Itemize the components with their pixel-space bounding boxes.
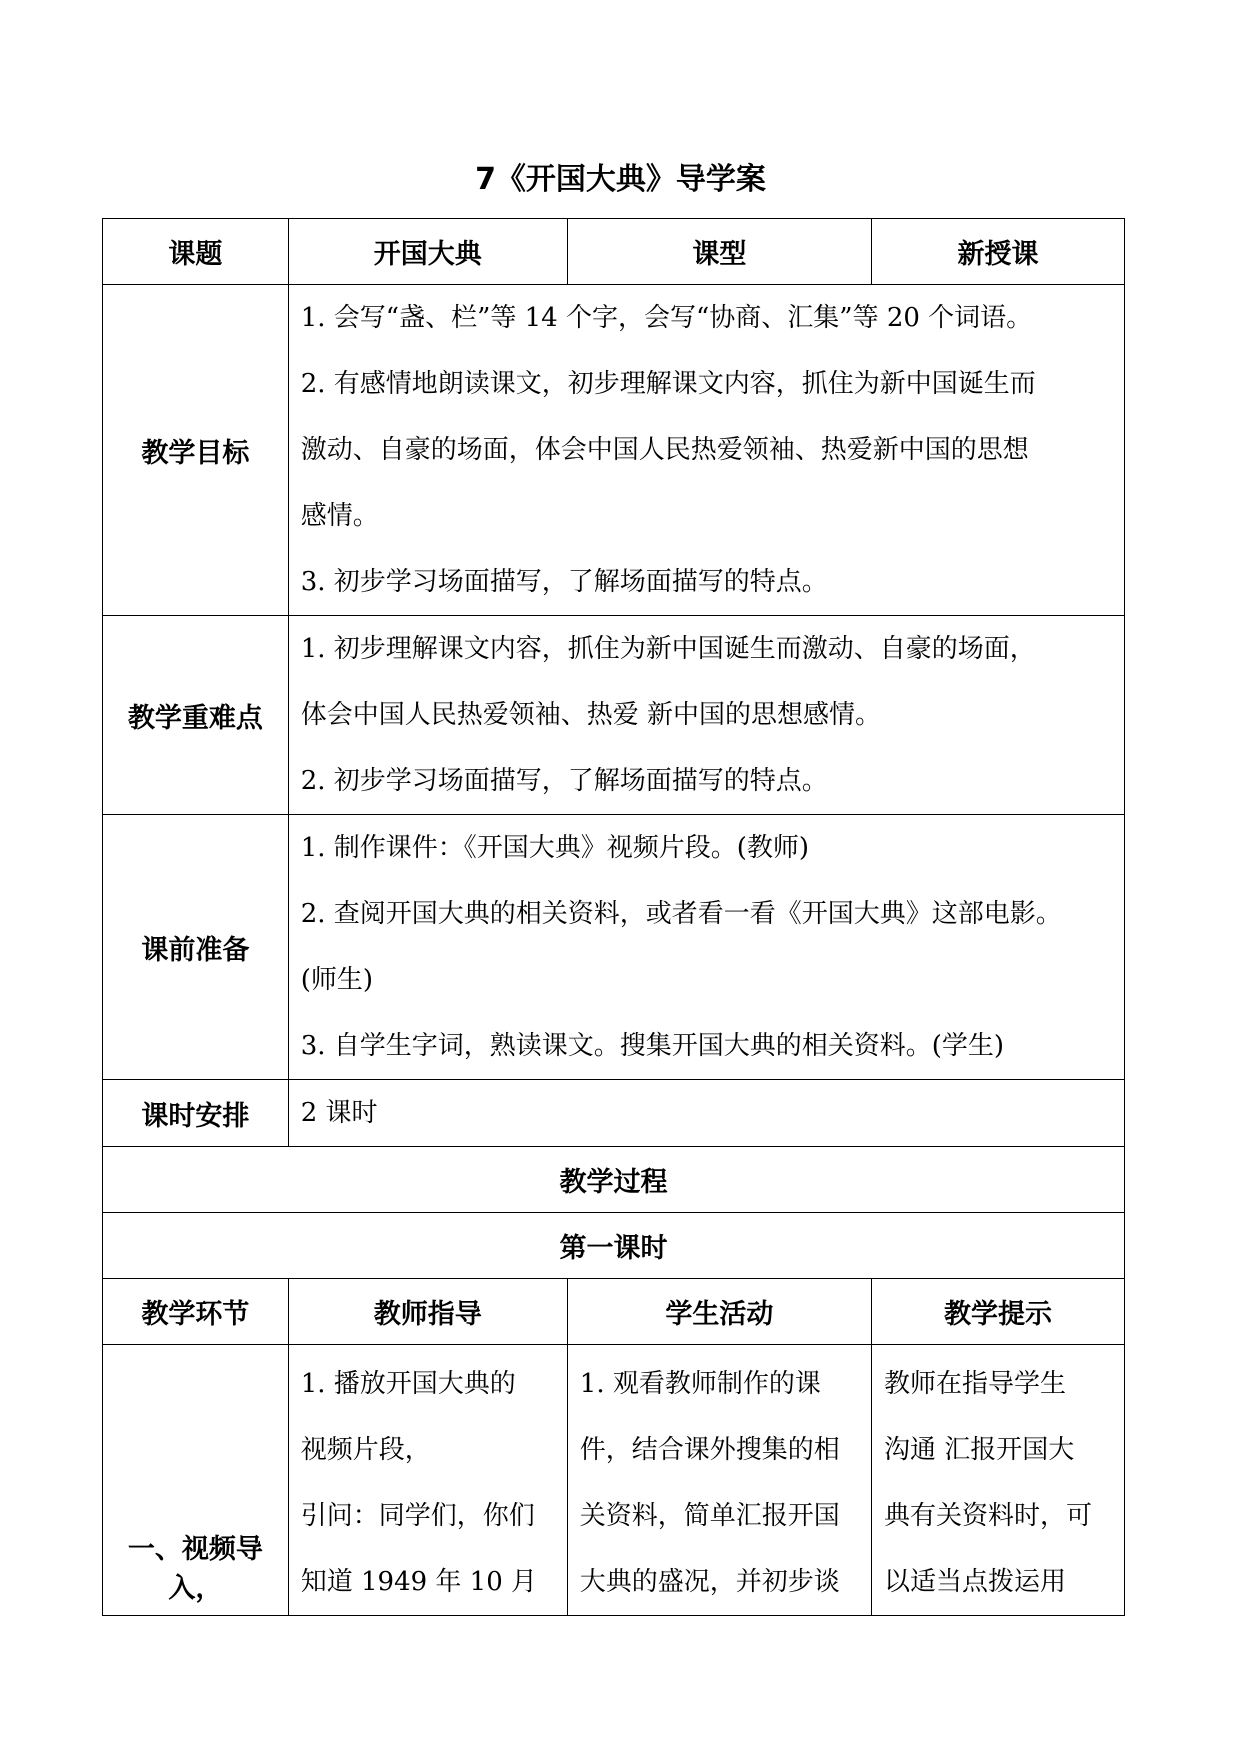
objectives-content — [288, 285, 1124, 616]
objective-line: 1. 会写“盏、栏”等 14 个字，会写“协商、汇集”等 20 个词语。 — [300, 303, 1033, 333]
key-points-row — [103, 616, 1125, 815]
student-cell — [567, 1345, 871, 1616]
process-columns-row — [103, 1279, 1125, 1345]
tips-line: 沟通 汇报开国大 — [883, 1435, 1075, 1465]
objective-line: 3. 初步学习场面描写，了解场面描写的特点。 — [300, 567, 828, 597]
preparation-line: (师生) — [300, 965, 374, 995]
objective-line: 激动、自豪的场面，体会中国人民热爱领袖、热爱新中国的思想 — [300, 435, 1029, 465]
column-header-tips: 教学提示 — [871, 1279, 1124, 1345]
key-point-line: 2. 初步学习场面描写，了解场面描写的特点。 — [300, 766, 828, 796]
objectives-label: 教学目标 — [103, 285, 289, 616]
key-points-content — [288, 616, 1124, 815]
schedule-row — [103, 1080, 1125, 1147]
topic-label: 课题 — [103, 219, 289, 285]
column-header-student: 学生活动 — [567, 1279, 871, 1345]
session-heading: 第一课时 — [103, 1213, 1125, 1279]
key-point-line: 1. 初步理解课文内容，抓住为新中国诞生而激动、自豪的场面， — [300, 634, 1036, 664]
tips-line: 以适当点拨运用 — [883, 1567, 1066, 1597]
objective-line: 感情。 — [300, 501, 379, 531]
key-point-line: 体会中国人民热爱领袖、热爱 新中国的思想感情。 — [300, 700, 881, 730]
preparation-line: 1. 制作课件：《开国大典》视频片段。(教师) — [300, 833, 810, 863]
preparation-line: 3. 自学生字词，熟读课文。搜集开国大典的相关资料。(学生) — [300, 1031, 1005, 1061]
document-title: 7《开国大典》导学案 — [475, 162, 766, 197]
tips-line: 典有关资料时，可 — [883, 1501, 1092, 1531]
teacher-line: 视频片段， — [300, 1435, 431, 1465]
student-line: 1. 观看教师制作的课 — [579, 1369, 821, 1399]
student-line: 件，结合课外搜集的相 — [579, 1435, 840, 1465]
tips-cell — [871, 1345, 1124, 1616]
preparation-content — [288, 815, 1124, 1080]
column-header-teacher: 教师指导 — [288, 1279, 567, 1345]
student-line: 大典的盛况，并初步谈 — [579, 1567, 840, 1597]
lesson-plan-table — [102, 218, 1125, 1616]
process-row — [103, 1345, 1125, 1616]
column-header-stage: 教学环节 — [103, 1279, 289, 1345]
preparation-row — [103, 815, 1125, 1080]
teacher-line: 引问：同学们，你们 — [300, 1501, 535, 1531]
schedule-value: 2 课时 — [288, 1080, 1124, 1147]
teacher-line: 1. 播放开国大典的 — [300, 1369, 516, 1399]
objective-line: 2. 有感情地朗读课文，初步理解课文内容，抓住为新中国诞生而 — [300, 369, 1036, 399]
preparation-line: 2. 查阅开国大典的相关资料，或者看一看《开国大典》这部电影。 — [300, 899, 1062, 929]
preparation-label: 课前准备 — [103, 815, 289, 1080]
header-row — [103, 219, 1125, 285]
schedule-label: 课时安排 — [103, 1080, 289, 1147]
key-points-label: 教学重难点 — [103, 616, 289, 815]
tips-line: 教师在指导学生 — [883, 1369, 1066, 1399]
teacher-cell — [288, 1345, 567, 1616]
process-heading-row — [103, 1147, 1125, 1213]
type-value: 新授课 — [871, 219, 1124, 285]
process-heading: 教学过程 — [103, 1147, 1125, 1213]
student-line: 关资料，简单汇报开国 — [579, 1501, 840, 1531]
session-heading-row — [103, 1213, 1125, 1279]
type-label: 课型 — [567, 219, 871, 285]
teacher-line: 知道 1949 年 10 月 — [300, 1567, 538, 1597]
objectives-row — [103, 285, 1125, 616]
stage-cell: 一、视频导入， — [103, 1345, 289, 1616]
topic-value: 开国大典 — [288, 219, 567, 285]
